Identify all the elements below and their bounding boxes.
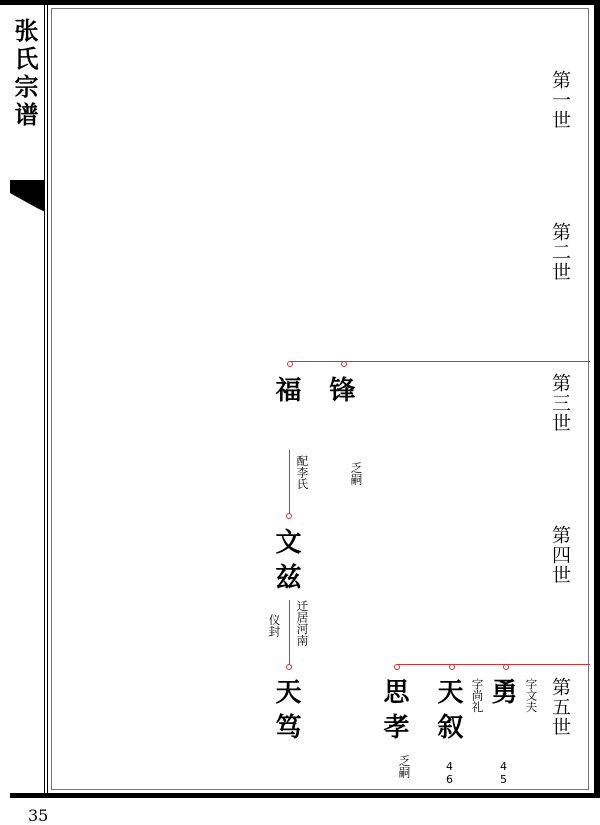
person-ref-yong: 45	[497, 760, 510, 786]
outer-frame-top	[0, 0, 600, 5]
person-note-sixiao: 乏嗣	[397, 755, 412, 778]
lineage-line-wenzi-tiandu	[289, 600, 290, 666]
generation-2-label: 第二世	[549, 222, 571, 282]
person-name-tianxu: 天叙	[433, 678, 463, 748]
page-number: 35	[28, 806, 49, 825]
lineage-node-yong	[503, 664, 509, 670]
fishtail-mark	[10, 180, 46, 214]
person-name-sixiao: 思孝	[379, 678, 409, 748]
lineage-line-fu-wenzi	[289, 450, 290, 516]
lineage-line-gen5	[397, 664, 590, 665]
person-note-wenzi-place: 仪封	[267, 614, 282, 637]
lineage-node-wenzi	[286, 513, 292, 519]
generation-3-label: 第三世	[549, 373, 571, 433]
lineage-node-tiandu	[286, 664, 292, 670]
generation-5-label: 第五世	[549, 677, 571, 737]
lineage-node-fu	[287, 361, 293, 367]
inner-border	[51, 8, 589, 790]
lineage-node-sixiao	[394, 664, 400, 670]
person-name-yong: 勇	[487, 678, 517, 713]
generation-4-label: 第四世	[549, 525, 571, 585]
outer-frame-bottom	[10, 793, 600, 798]
person-name-fu: 福	[271, 376, 301, 411]
spine-divider	[44, 5, 48, 793]
person-note-feng: 乏嗣	[349, 462, 364, 485]
outer-frame-right	[594, 0, 600, 798]
person-ref-tianxu: 46	[443, 760, 456, 786]
person-note-wenzi-migration: 迁居河南	[295, 600, 310, 646]
person-note-fu: 配李氏	[295, 455, 310, 490]
person-name-tiandu: 天笃	[271, 678, 301, 748]
lineage-line-gen3	[290, 361, 590, 362]
person-name-feng: 锋	[325, 376, 355, 411]
lineage-node-tianxu	[449, 664, 455, 670]
generation-1-label: 第一世	[549, 70, 571, 130]
spine-title: 张氏宗谱	[10, 18, 38, 130]
person-name-wenzi: 文兹	[271, 528, 301, 598]
lineage-node-feng	[341, 361, 347, 367]
person-courtesy-yong: 字文夫	[524, 678, 539, 713]
person-courtesy-tianxu: 字尚礼	[470, 678, 485, 713]
